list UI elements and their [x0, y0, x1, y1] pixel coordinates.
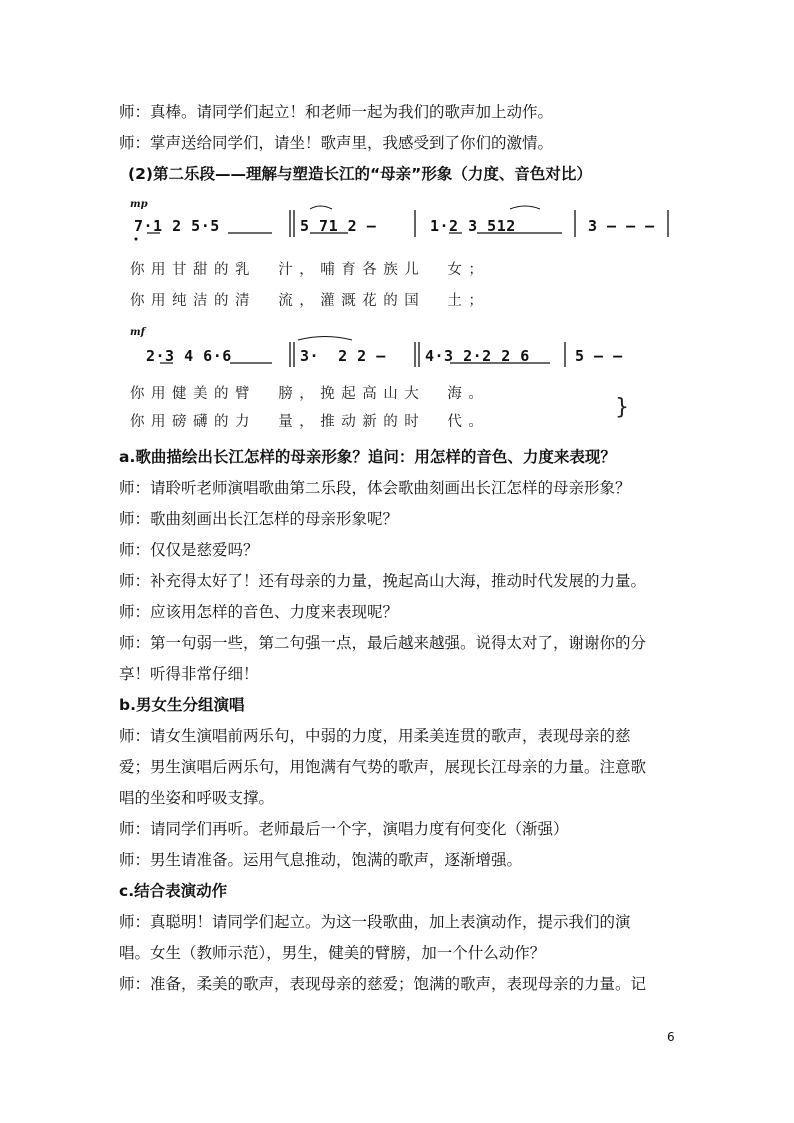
dialogue-line: a.歌曲描绘出长江怎样的母亲形象？追问：用怎样的音色、力度来表现？	[119, 448, 616, 466]
dialogue-line: 爱；男生演唱后两乐句，用饱满有气势的歌声，展现长江母亲的力量。注意歌	[119, 758, 647, 776]
measure-notes: 3 – – –	[588, 217, 655, 235]
measure-notes: 5 – –	[575, 347, 623, 365]
dialogue-line: 唱。女生（教师示范），男生，健美的臂膀，加一个什么动作？	[119, 944, 546, 962]
dialogue-line: 师：掌声送给同学们，请坐！歌声里，我感受到了你们的激情。	[119, 134, 554, 152]
dialogue-line: 师：补充得太好了！还有母亲的力量，挽起高山大海，推动时代发展的力量。	[119, 572, 647, 590]
dynamic-mark: mf	[130, 327, 145, 338]
dialogue-line: 师：真棒。请同学们起立！和老师一起为我们的歌声加上动作。	[119, 103, 554, 121]
measure-notes: 5 71 2 –	[300, 217, 377, 235]
measure-notes: 1·2 3 512	[430, 217, 516, 235]
dialogue-line: 师：准备，柔美的歌声，表现母亲的慈爱；饱满的歌声，表现母亲的力量。记	[119, 975, 647, 993]
dialogue-line: 唱的坐姿和呼吸支撑。	[119, 789, 275, 807]
measure-notes: 4·3 2·2 2 6	[425, 347, 530, 365]
dialogue-line: 享！听得非常仔细！	[119, 665, 259, 683]
section-heading: (2)第二乐段——理解与塑造长江的“母亲”形象（力度、音色对比）	[128, 165, 592, 183]
dialogue-line: 师：真聪明！请同学们起立。为这一段歌曲，加上表演动作，提示我们的演	[119, 913, 631, 931]
measure-notes: 7·1 2 5·5	[134, 217, 220, 235]
dialogue-line: 师：应该用怎样的音色、力度来表现呢？	[119, 603, 399, 621]
dialogue-line: 师：第一句弱一些，第二句强一点，最后越来越强。说得太对了，谢谢你的分	[119, 634, 647, 652]
lyric-line: 你用磅礴的力 量，推动新的时 代。	[130, 414, 490, 430]
dialogue-line: 师：请同学们再听。老师最后一个字，演唱力度有何变化（渐强）	[119, 820, 569, 838]
page-number: 6	[667, 1030, 675, 1044]
lyric-line: 你用甘甜的乳 汁，哺育各族儿 女；	[130, 262, 490, 278]
dynamic-mark: mp	[130, 199, 148, 210]
dialogue-line: 师：歌曲刻画出长江怎样的母亲形象呢？	[119, 510, 399, 528]
dialogue-line: 师：请女生演唱前两乐句，中弱的力度，用柔美连贯的歌声，表现母亲的慈	[119, 727, 631, 745]
lyric-line: 你用纯洁的清 流，灌溉花的国 土；	[130, 293, 490, 309]
dialogue-line: 师：男生请准备。运用气息推动，饱满的歌声，逐渐增强。	[119, 851, 523, 869]
dialogue-line: 师：请聆听老师演唱歌曲第二乐段，体会歌曲刻画出长江怎样的母亲形象？	[119, 479, 631, 497]
dialogue-line: b.男女生分组演唱	[119, 696, 245, 714]
dialogue-line: 师：仅仅是慈爱吗？	[119, 541, 259, 559]
measure-notes: 2·3 4 6·6	[146, 347, 232, 365]
dialogue-line: c.结合表演动作	[119, 882, 228, 900]
brace: }	[615, 395, 636, 420]
lyric-line: 你用健美的臂 膀，挽起高山大 海。	[130, 386, 490, 402]
measure-notes: 3· 2 2 –	[300, 347, 386, 365]
numbered-musical-notation	[120, 195, 676, 435]
